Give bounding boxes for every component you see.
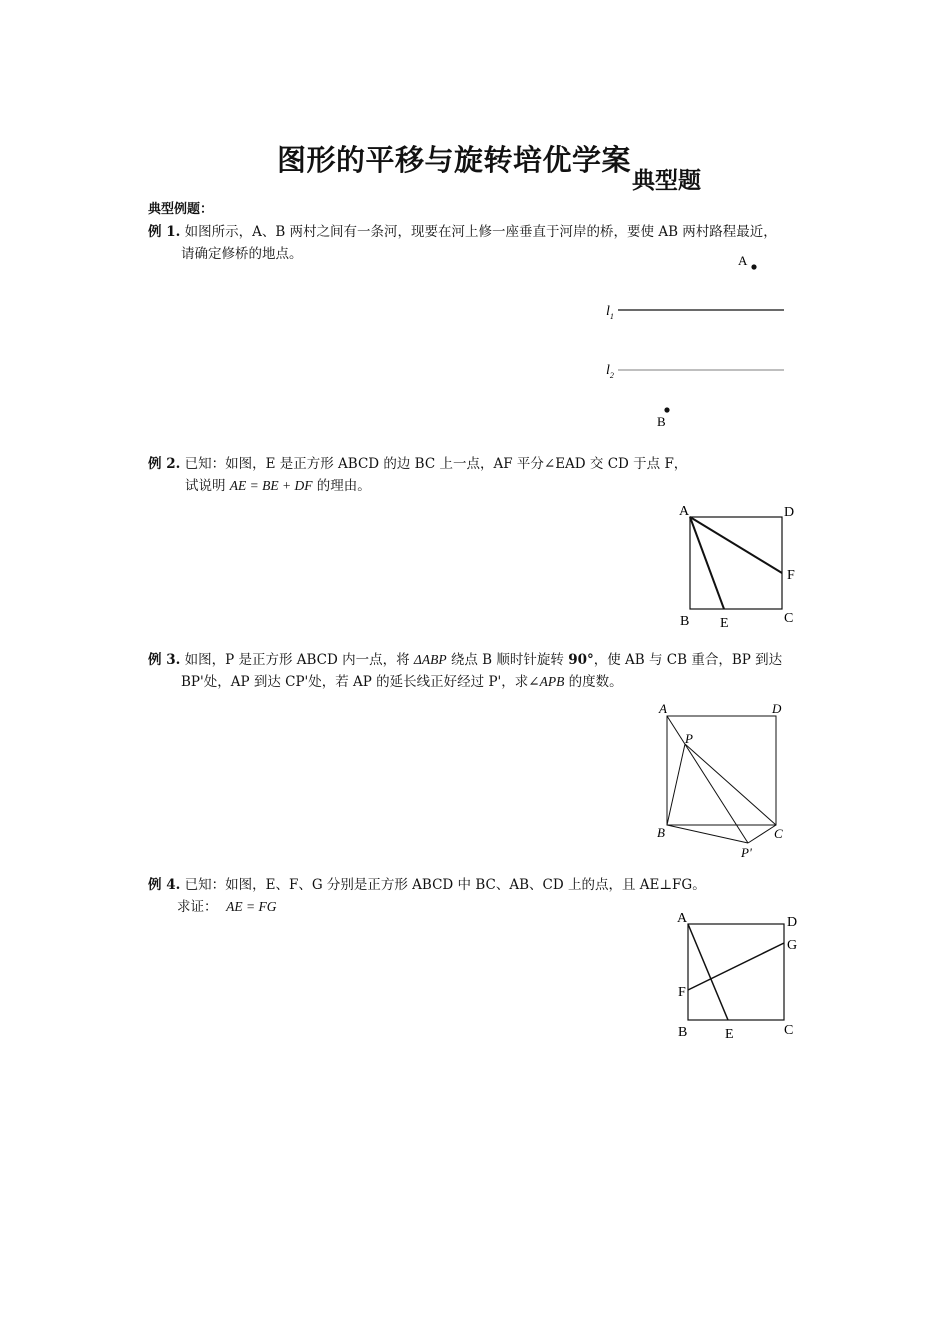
example-3-label: 例 3. — [148, 652, 181, 668]
example-3-text-1b: 绕点 B 顺时针旋转 — [446, 652, 569, 668]
example-2-line-2 — [185, 474, 371, 494]
vertex-c-label: C — [784, 611, 794, 626]
example-3-text-1a: 如图，P 是正方形 ABCD 内一点，将 — [184, 652, 414, 668]
square-abcd — [688, 924, 784, 1020]
example-4-text-1: 已知：如图，E、F、G 分别是正方形 ABCD 中 BC、AB、CD 上的点，且 AE⊥FG。 — [184, 877, 706, 893]
example-3-text-2a: BP'处，AP 到达 CP'处，若 AP 的延长线正好经过 P'，求 — [181, 674, 529, 690]
segment-bp-prime — [667, 825, 748, 843]
segment-cp-prime — [748, 825, 776, 843]
example-3-figure — [650, 697, 800, 867]
example-2-label: 例 2. — [148, 456, 181, 472]
line-l2-label: $l_2$ — [606, 363, 614, 380]
example-1-figure — [590, 245, 800, 435]
example-1-line-2: 请确定修桥的地点。 — [181, 246, 303, 262]
point-b-label: B — [657, 414, 666, 429]
point-a-label: A — [738, 253, 748, 268]
example-3-angle: ∠APB — [528, 674, 565, 689]
vertex-c-label: C — [784, 1023, 794, 1038]
example-2-text-1: 已知：如图，E 是正方形 ABCD 的边 BC 上一点，AF 平分∠EAD 交 CD 于点 F， — [184, 456, 688, 472]
segment-ae — [688, 924, 728, 1020]
example-2-figure — [670, 500, 810, 635]
example-2-formula: AE = BE + DF — [229, 478, 313, 493]
example-4-label: 例 4. — [148, 877, 181, 893]
example-1-line-1 — [148, 220, 777, 240]
example-3-triangle: ΔABP — [413, 652, 447, 667]
section-heading: 典型例题： — [148, 202, 214, 217]
point-e-label: E — [720, 616, 729, 631]
vertex-b-label: B — [680, 614, 690, 629]
line-l1-label: $l_1$ — [606, 304, 614, 321]
example-2-line-1 — [148, 452, 687, 472]
page-subtitle: 典型题 — [632, 167, 701, 194]
example-4-figure — [670, 905, 810, 1045]
point-p-label: P — [685, 731, 693, 746]
point-a-dot — [751, 264, 756, 269]
example-4-line-1 — [148, 873, 706, 893]
example-3-text-2b: 的度数。 — [564, 674, 623, 690]
vertex-a-label: A — [677, 911, 688, 926]
example-4-formula: AE = FG — [226, 899, 277, 914]
example-4-text-2a: 求证： — [177, 899, 218, 915]
example-1-text-1: 如图所示，A、B 两村之间有一条河，现要在河上修一座垂直于河岸的桥，要使 AB 两村路程最近， — [184, 224, 777, 240]
segment-af — [690, 517, 782, 573]
example-2-text-2a: 试说明 — [185, 478, 230, 494]
segment-a-p-prime — [667, 716, 748, 843]
vertex-b-label: B — [678, 1025, 688, 1040]
square-abcd — [690, 517, 782, 609]
segment-bp — [667, 744, 685, 825]
vertex-a-label: A — [659, 701, 667, 716]
example-3-line-1 — [148, 648, 782, 668]
example-2-text-2b: 的理由。 — [312, 478, 371, 494]
example-1-label: 例 1. — [148, 224, 181, 240]
point-b-dot — [664, 407, 669, 412]
point-e-label: E — [725, 1027, 734, 1042]
vertex-d-label: D — [784, 505, 795, 520]
example-3-line-2 — [181, 670, 623, 690]
segment-fg — [688, 943, 784, 990]
example-3-angle-value: 90° — [568, 652, 594, 668]
vertex-d-label: D — [787, 915, 798, 930]
vertex-c-label: C — [774, 826, 783, 841]
point-f-label: F — [678, 985, 686, 1000]
point-g-label: G — [787, 938, 798, 953]
point-f-label: F — [787, 568, 795, 583]
example-3-text-1c: ，使 AB 与 CB 重合，BP 到达 — [593, 652, 783, 668]
vertex-b-label: B — [657, 825, 665, 840]
vertex-d-label: D — [772, 701, 782, 716]
example-4-line-2 — [177, 895, 276, 915]
page-title: 图形的平移与旋转培优学案 — [277, 143, 632, 177]
segment-ae — [690, 517, 724, 609]
square-abcd — [667, 716, 776, 825]
vertex-a-label: A — [679, 504, 690, 519]
segment-pc — [685, 744, 776, 825]
point-p-prime-label: P' — [741, 845, 752, 860]
